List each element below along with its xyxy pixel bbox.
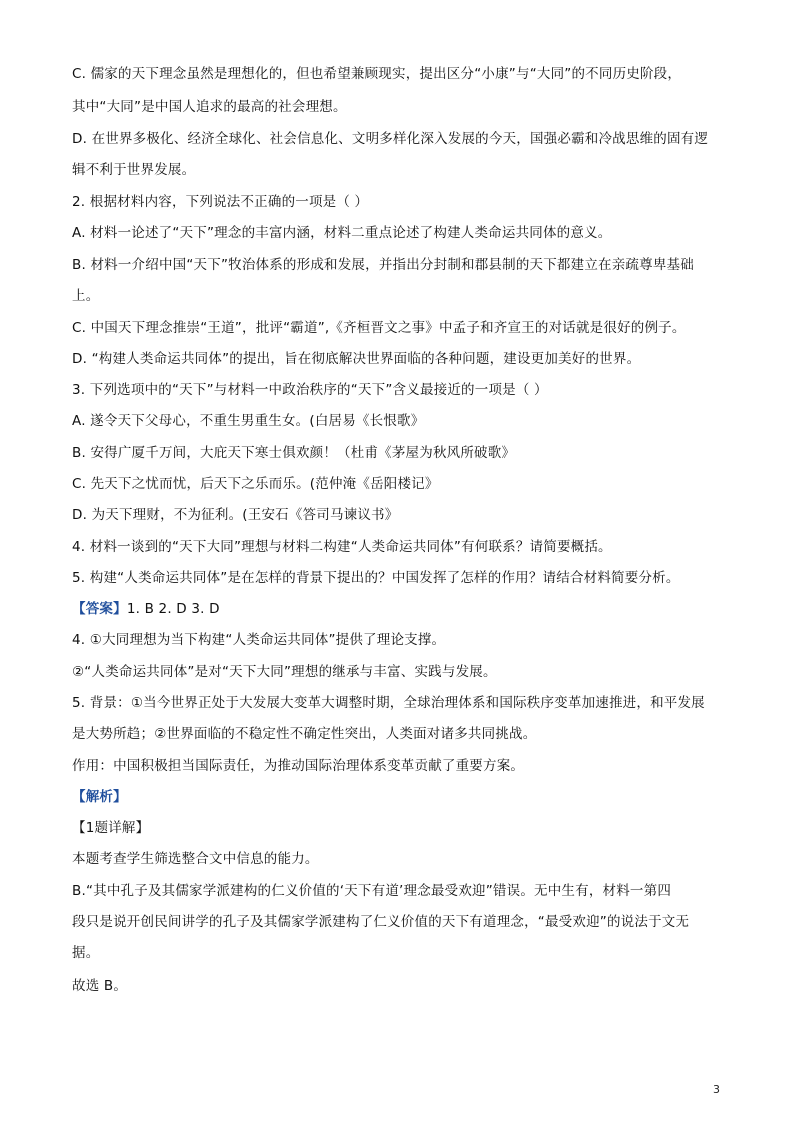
analysis-label: 【解析】: [72, 789, 127, 805]
option-d-line-1: D. 在世界多极化、经济全球化、社会信息化、文明多样化深入发展的今天，国强必霸和冷战思维的固有逻: [72, 131, 709, 147]
answer-4-line-2: ②“人类命运共同体”是对“天下大同”理想的继承与丰富、实践与发展。: [72, 664, 497, 680]
question-4: 4. 材料一谈到的“天下大同”理想与材料二构建“人类命运共同体”有何联系？请简要概括。: [72, 539, 612, 555]
analysis-heading: [72, 787, 732, 807]
q2-option-b-line-1: B. 材料一介绍中国“天下”牧治体系的形成和发展，并指出分封制和郡县制的天下都建立在亲疏尊卑基础: [72, 257, 694, 273]
detail-line-5: 故选 B。: [72, 978, 128, 994]
option-c-line-1: C. 儒家的天下理念虽然是理想化的，但也希望兼顾现实，提出区分“小康”与“大同”的不同历史阶段，: [72, 66, 682, 82]
q2-option-d: D. “构建人类命运共同体”的提出，旨在彻底解决世界面临的各种问题，建设更加美好的世界。: [72, 351, 641, 367]
answer-5-line-2: 是大势所趋；②世界面临的不稳定性不确定性突出，人类面对诸多共同挑战。: [72, 726, 537, 742]
detail-heading: 【1题详解】: [72, 820, 150, 836]
page-number: 3: [713, 1083, 720, 1096]
detail-line-3: 段只是说开创民间讲学的孔子及其儒家学派建构了仁义价值的天下有道理念，“最受欢迎”的说法于文无: [72, 914, 690, 930]
q3-option-b: B. 安得广厦千万间，大庇天下寒士俱欢颜！（杜甫《茅屋为秋风所破歌》: [72, 445, 516, 461]
answer-5-line-1: 5. 背景：①当今世界正处于大发展大变革大调整时期，全球治理体系和国际秩序变革加速推进，和平发展: [72, 695, 705, 711]
detail-line-1: 本题考查学生筛选整合文中信息的能力。: [72, 851, 319, 867]
question-3: 3. 下列选项中的“天下”与材料一中政治秩序的“天下”含义最接近的一项是（ ）: [72, 382, 548, 398]
option-c-line-2: 其中“大同”是中国人追求的最高的社会理想。: [72, 99, 347, 115]
q3-option-c: C. 先天下之忧而忧，后天下之乐而乐。(范仲淹《岳阳楼记》: [72, 476, 439, 492]
question-5: 5. 构建“人类命运共同体”是在怎样的背景下提出的？中国发挥了怎样的作用？请结合材料简要分析。: [72, 570, 680, 586]
q3-option-a: A. 遂令天下父母心，不重生男重生女。(白居易《长恨歌》: [72, 413, 425, 429]
q2-option-b-line-2: 上。: [72, 288, 100, 304]
q2-option-c: C. 中国天下理念推崇“王道”，批评“霸道”,《齐桓晋文之事》中孟子和齐宣王的对话就是很好的例子。: [72, 320, 686, 336]
detail-line-4: 据。: [72, 945, 100, 961]
answer-row: [72, 599, 732, 619]
answer-5-line-3: 作用：中国积极担当国际责任，为推动国际治理体系变革贡献了重要方案。: [72, 758, 525, 774]
q3-option-d: D. 为天下理财，不为征利。(王安石《答司马谏议书》: [72, 507, 399, 523]
answer-4-line-1: 4. ①大同理想为当下构建“人类命运共同体”提供了理论支撑。: [72, 632, 446, 648]
option-d-line-2: 辑不利于世界发展。: [72, 162, 196, 178]
q2-option-a: A. 材料一论述了“天下”理念的丰富内涵，材料二重点论述了构建人类命运共同体的意义。: [72, 225, 612, 241]
answer-choices: 1. B 2. D 3. D: [126, 601, 220, 617]
question-2: 2. 根据材料内容，下列说法不正确的一项是（ ）: [72, 194, 369, 210]
answer-label: 【答案】: [72, 601, 127, 617]
detail-line-2: B.“其中孔子及其儒家学派建构的仁义价值的‘天下有道’理念最受欢迎”错误。无中生有，材料一第四: [72, 883, 672, 899]
